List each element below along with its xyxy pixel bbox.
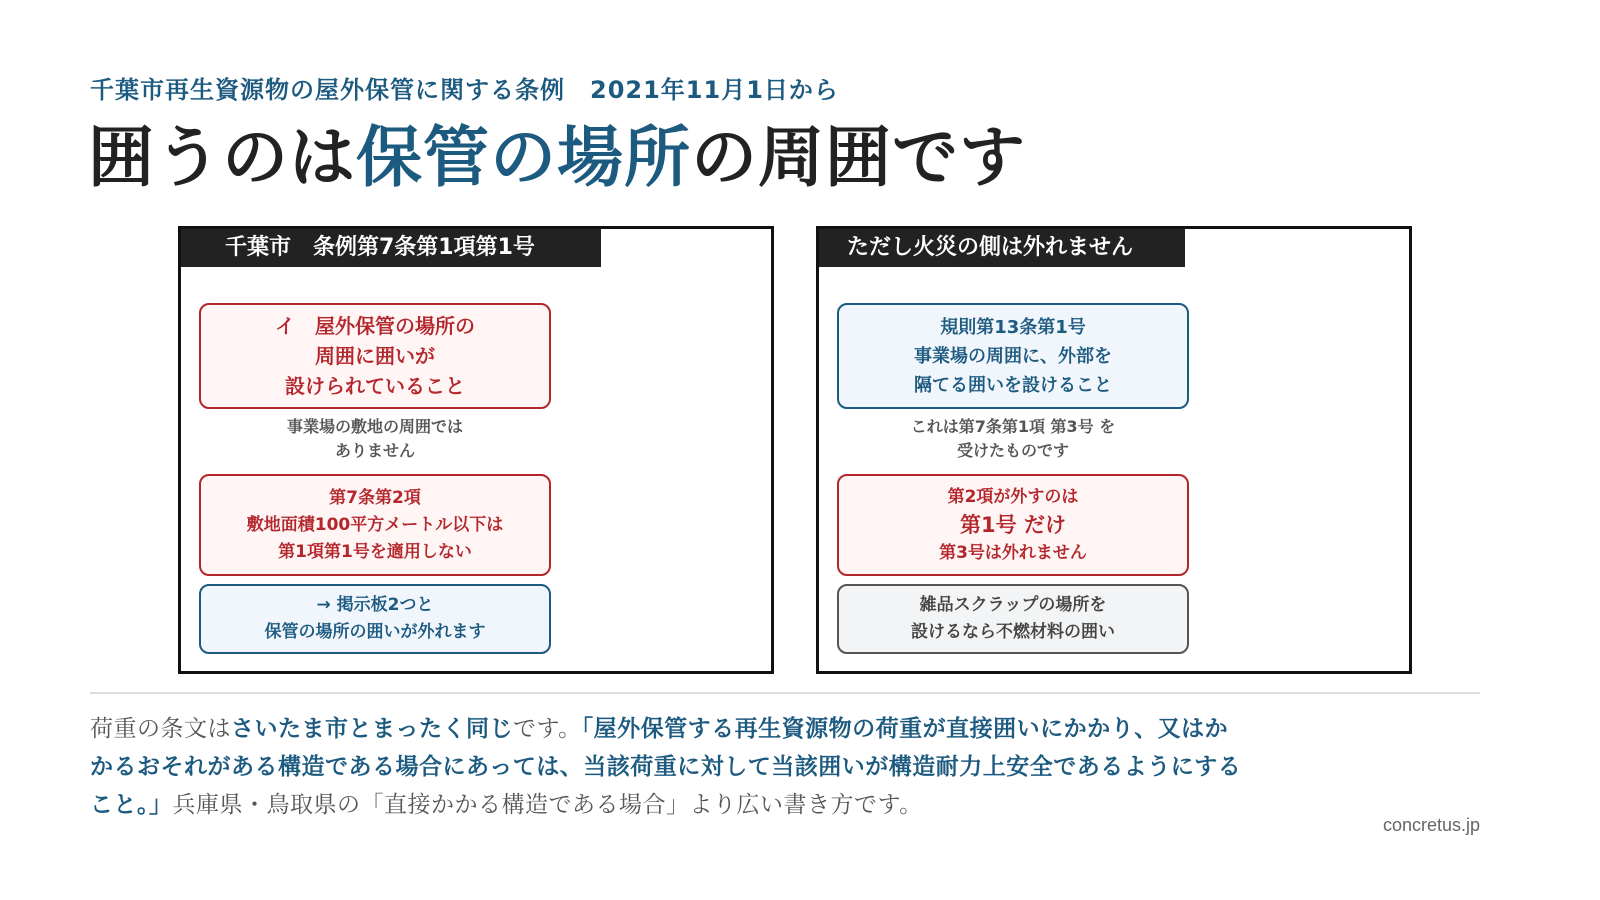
left-note xyxy=(199,415,551,463)
right-box-note-line2: 設けるなら不燃材料の囲い xyxy=(911,622,1115,642)
right-note-line1: これは第7条第1項 第3号 を xyxy=(910,417,1116,436)
right-note xyxy=(837,415,1189,463)
title-highlight: 保管の場所 xyxy=(356,119,691,196)
footer-text-3: 兵庫県・鳥取県の「直接かかる構造である場合」より広い書き方です。 xyxy=(172,792,923,818)
footer-paragraph xyxy=(90,710,1250,824)
divider xyxy=(90,692,1480,694)
site-credit: concretus.jp xyxy=(1382,815,1480,835)
right-box-exception xyxy=(837,474,1189,576)
left-box-exception-line2: 敷地面積100平方メートル以下は xyxy=(246,514,504,535)
right-box-note-line1: 雑品スクラップの場所を xyxy=(919,595,1107,615)
left-panel xyxy=(178,226,774,674)
left-note-line2: ありません xyxy=(334,441,415,460)
footer-text-1: 荷重の条文は xyxy=(90,716,231,742)
left-box-rule-line3: 設けられていること xyxy=(285,374,465,398)
title-part2: の周囲です xyxy=(691,119,1026,196)
left-box-exception-line3: 第1項第1号を適用しない xyxy=(278,541,472,562)
left-box-result xyxy=(199,584,551,654)
right-panel xyxy=(816,226,1412,674)
left-box-rule-line1: イ 屋外保管の場所の xyxy=(275,314,475,338)
right-note-line2: 受けたものです xyxy=(956,441,1069,460)
footer-text-2: です。 xyxy=(513,716,582,742)
right-box-exception-line2: 第1号 だけ xyxy=(960,513,1066,537)
left-panel-tab: 千葉市 条例第7条第1項第1号 xyxy=(181,229,601,267)
footer-bold-2: 「屋外保管する再生資源物の荷重が直接囲いにかかり、又はかかるおそれがある構造である場合にあっては、当該荷重に対して当該囲いが構造耐力上安全であるようにすること。」 xyxy=(90,716,1242,818)
title-part1: 囲うのは xyxy=(88,119,356,196)
right-panel-tab: ただし火災の側は外れません xyxy=(819,229,1185,267)
page-title xyxy=(88,120,1026,196)
right-box-rule-line1: 規則第13条第1号 xyxy=(940,316,1086,338)
right-box-exception-line1: 第2項が外すのは xyxy=(947,487,1079,507)
left-box-exception-line1: 第7条第2項 xyxy=(329,487,421,508)
left-box-rule-line2: 周囲に囲いが xyxy=(315,344,435,368)
right-box-rule xyxy=(837,303,1189,409)
right-box-rule-line3: 隔てる囲いを設けること xyxy=(914,374,1112,396)
right-box-exception-line3: 第3号は外れません xyxy=(939,543,1087,563)
page-subtitle: 千葉市再生資源物の屋外保管に関する条例 2021年11月1日から xyxy=(90,76,839,104)
left-box-result-line1: → 掲示板2つと xyxy=(316,595,434,615)
left-box-result-line2: 保管の場所の囲いが外れます xyxy=(264,622,486,642)
left-note-line1: 事業場の敷地の周囲では xyxy=(286,417,463,436)
left-box-exception xyxy=(199,474,551,576)
footer-bold-1: さいたま市とまったく同じ xyxy=(231,716,513,742)
left-box-rule xyxy=(199,303,551,409)
right-box-rule-line2: 事業場の周囲に、外部を xyxy=(914,345,1112,367)
right-box-note xyxy=(837,584,1189,654)
